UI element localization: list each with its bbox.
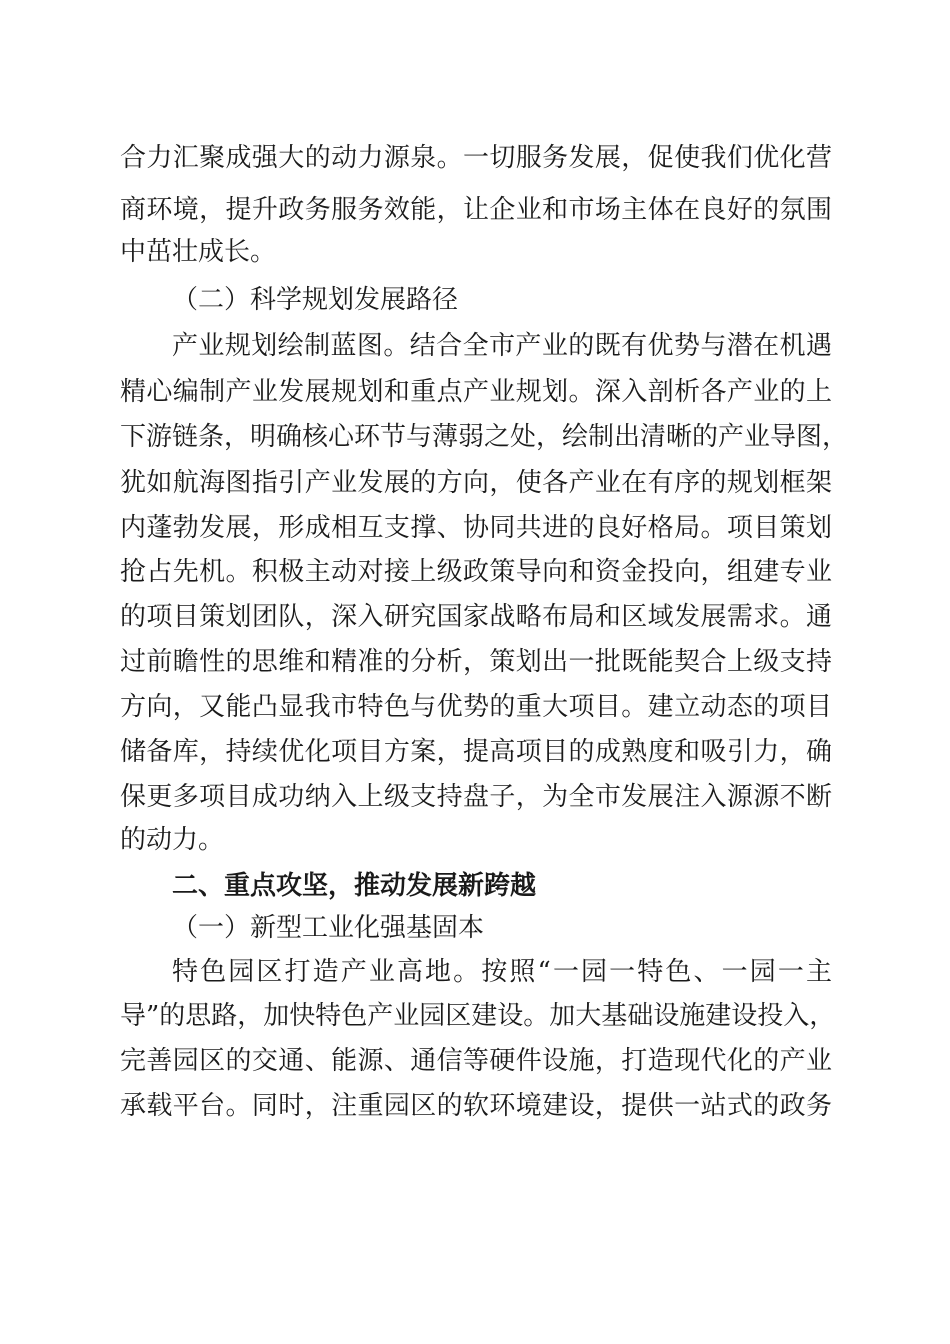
paragraph-line: 商环境，提升政务服务效能，让企业和市场主体在良好的氛围	[120, 195, 832, 225]
section-heading-2: （二）科学规划发展路径	[172, 285, 459, 315]
paragraph-line: 特色园区打造产业高地。按照“一园一特色、一园一主	[172, 957, 832, 987]
paragraph-line: 犹如航海图指引产业发展的方向，使各产业在有序的规划框架	[120, 468, 832, 498]
paragraph-line: 精心编制产业发展规划和重点产业规划。深入剖析各产业的上	[120, 377, 832, 407]
paragraph-line: 完善园区的交通、能源、通信等硬件设施，打造现代化的产业	[120, 1046, 832, 1076]
paragraph-line: 承载平台。同时，注重园区的软环境建设，提供一站式的政务	[120, 1091, 832, 1121]
paragraph-line: 产业规划绘制蓝图。结合全市产业的既有优势与潜在机遇	[172, 331, 832, 361]
paragraph-line: 保更多项目成功纳入上级支持盘子，为全市发展注入源源不断	[120, 782, 832, 812]
paragraph-line: 导”的思路，加快特色产业园区建设。加大基础设施建设投入，	[120, 1001, 836, 1031]
paragraph-line: 方向，又能凸显我市特色与优势的重大项目。建立动态的项目	[120, 692, 832, 722]
paragraph-line: 储备库，持续优化项目方案，提高项目的成熟度和吸引力，确	[120, 737, 832, 767]
section-heading-2: （一）新型工业化强基固本	[172, 913, 485, 943]
paragraph-line: 的动力。	[120, 825, 225, 855]
paragraph-line: 下游链条，明确核心环节与薄弱之处，绘制出清晰的产业导图，	[120, 422, 849, 452]
paragraph-line: 的项目策划团队，深入研究国家战略布局和区域发展需求。通	[120, 602, 832, 632]
paragraph-line: 合力汇聚成强大的动力源泉。一切服务发展，促使我们优化营	[120, 143, 832, 173]
paragraph-line: 抢占先机。积极主动对接上级政策导向和资金投向，组建专业	[120, 557, 832, 587]
paragraph-line: 中茁壮成长。	[120, 237, 277, 267]
paragraph-line: 内蓬勃发展，形成相互支撑、协同共进的良好格局。项目策划	[120, 513, 832, 543]
paragraph-line: 过前瞻性的思维和精准的分析，策划出一批既能契合上级支持	[120, 647, 832, 677]
section-heading-1: 二、重点攻坚，推动发展新跨越	[172, 871, 537, 901]
